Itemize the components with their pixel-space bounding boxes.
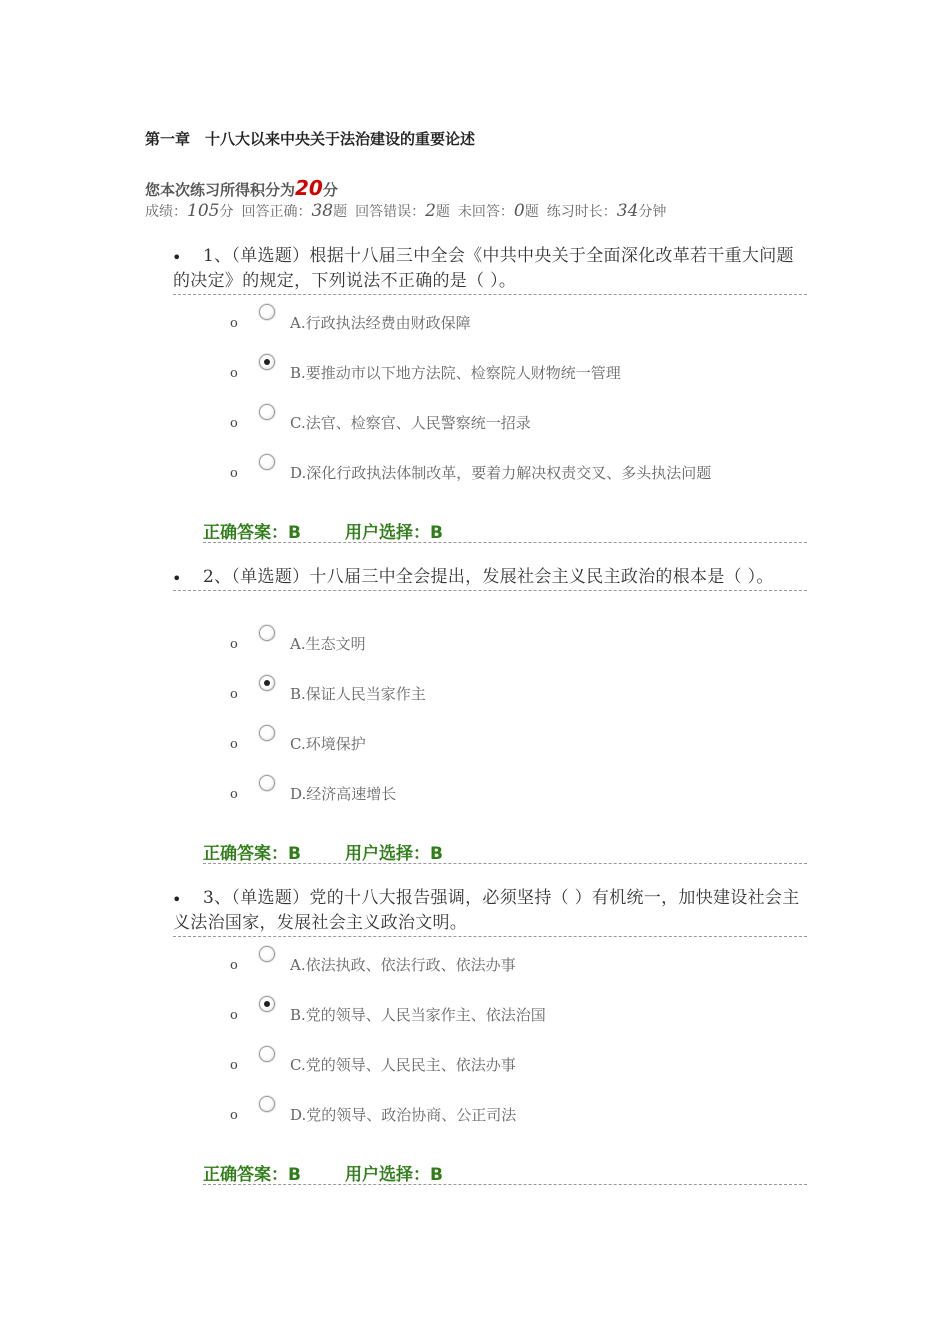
user-choice: 用户选择：B bbox=[345, 523, 443, 543]
wrong-value: 2 bbox=[425, 201, 436, 221]
option-marker: o bbox=[230, 416, 238, 431]
radio-icon[interactable] bbox=[259, 304, 275, 320]
radio-icon[interactable] bbox=[259, 454, 275, 470]
wrong-label: 回答错误： bbox=[355, 204, 426, 220]
option-marker: o bbox=[230, 316, 238, 331]
option-c[interactable] bbox=[0, 727, 950, 757]
option-label: A.依法执政、依法行政、依法办事 bbox=[290, 956, 516, 974]
option-label: A.生态文明 bbox=[290, 635, 366, 653]
option-marker: o bbox=[230, 687, 238, 702]
radio-icon[interactable] bbox=[259, 404, 275, 420]
grade-label: 成绩： bbox=[145, 204, 187, 220]
grade-unit: 分 bbox=[219, 204, 234, 220]
radio-icon[interactable] bbox=[259, 625, 275, 641]
option-b[interactable] bbox=[0, 998, 950, 1028]
duration-unit: 分钟 bbox=[638, 204, 667, 220]
correct-answer: 正确答案：B bbox=[203, 523, 301, 543]
correct-answer: 正确答案：B bbox=[203, 1165, 301, 1185]
radio-checked-icon[interactable] bbox=[259, 354, 275, 370]
question-text: 2、（单选题）十八届三中全会提出，发展社会主义民主政治的根本是（ ）。 bbox=[173, 565, 807, 591]
option-marker: o bbox=[230, 1108, 238, 1123]
option-label: A.行政执法经费由财政保障 bbox=[290, 314, 471, 332]
score-suffix: 分 bbox=[322, 181, 338, 199]
option-d[interactable] bbox=[0, 777, 950, 807]
unanswered-unit: 题 bbox=[524, 204, 539, 220]
correct-answer: 正确答案：B bbox=[203, 844, 301, 864]
radio-checked-icon[interactable] bbox=[259, 996, 275, 1012]
score-value: 20 bbox=[295, 176, 323, 200]
radio-checked-icon[interactable] bbox=[259, 675, 275, 691]
option-a[interactable] bbox=[0, 627, 950, 657]
option-b[interactable] bbox=[0, 677, 950, 707]
radio-icon[interactable] bbox=[259, 1046, 275, 1062]
option-marker: o bbox=[230, 366, 238, 381]
question-text: 3、（单选题）党的十八大报告强调，必须坚持（ ）有机统一，加快建设社会主义法治国家，发展社会主义政治文明。 bbox=[173, 886, 807, 937]
option-label: D.经济高速增长 bbox=[290, 785, 397, 803]
correct-label: 回答正确： bbox=[241, 204, 312, 220]
answer-row bbox=[203, 839, 807, 864]
duration-label: 练习时长： bbox=[546, 204, 617, 220]
correct-unit: 题 bbox=[333, 204, 348, 220]
radio-icon[interactable] bbox=[259, 725, 275, 741]
correct-value: 38 bbox=[311, 201, 334, 221]
radio-icon[interactable] bbox=[259, 775, 275, 791]
chapter-title: 第一章 十八大以来中央关于法治建设的重要论述 bbox=[145, 130, 476, 148]
option-label: C.环境保护 bbox=[290, 735, 366, 753]
option-d[interactable] bbox=[0, 1098, 950, 1128]
option-marker: o bbox=[230, 787, 238, 802]
user-choice: 用户选择：B bbox=[345, 844, 443, 864]
option-label: B.保证人民当家作主 bbox=[290, 685, 426, 703]
bullet-icon: • bbox=[172, 569, 182, 588]
option-marker: o bbox=[230, 1058, 238, 1073]
option-label: B.党的领导、人民当家作主、依法治国 bbox=[290, 1006, 546, 1024]
score-summary bbox=[145, 176, 338, 200]
stats-line bbox=[145, 201, 666, 221]
option-a[interactable] bbox=[0, 948, 950, 978]
answer-row bbox=[203, 1160, 807, 1185]
option-label: D.深化行政执法体制改革，要着力解决权责交叉、多头执法问题 bbox=[290, 464, 712, 482]
option-a[interactable] bbox=[0, 306, 950, 336]
answer-row bbox=[203, 518, 807, 543]
radio-icon[interactable] bbox=[259, 946, 275, 962]
option-d[interactable] bbox=[0, 456, 950, 486]
option-c[interactable] bbox=[0, 406, 950, 436]
unanswered-label: 未回答： bbox=[457, 204, 514, 220]
option-label: D.党的领导、政治协商、公正司法 bbox=[290, 1106, 517, 1124]
wrong-unit: 题 bbox=[435, 204, 450, 220]
option-b[interactable] bbox=[0, 356, 950, 386]
option-marker: o bbox=[230, 1008, 238, 1023]
option-label: C.法官、检察官、人民警察统一招录 bbox=[290, 414, 531, 432]
option-marker: o bbox=[230, 466, 238, 481]
bullet-icon: • bbox=[172, 890, 182, 909]
option-marker: o bbox=[230, 737, 238, 752]
duration-value: 34 bbox=[616, 201, 639, 221]
score-prefix: 您本次练习所得积分为 bbox=[145, 181, 296, 199]
question-text: 1、（单选题）根据十八届三中全会《中共中央关于全面深化改革若干重大问题的决定》的规定，下列说法不正确的是（ ）。 bbox=[173, 244, 807, 295]
option-c[interactable] bbox=[0, 1048, 950, 1078]
option-label: B.要推动市以下地方法院、检察院人财物统一管理 bbox=[290, 364, 621, 382]
grade-value: 105 bbox=[187, 201, 220, 221]
option-marker: o bbox=[230, 958, 238, 973]
option-marker: o bbox=[230, 637, 238, 652]
option-label: C.党的领导、人民民主、依法办事 bbox=[290, 1056, 516, 1074]
unanswered-value: 0 bbox=[513, 201, 525, 221]
bullet-icon: • bbox=[172, 248, 182, 267]
user-choice: 用户选择：B bbox=[345, 1165, 443, 1185]
radio-icon[interactable] bbox=[259, 1096, 275, 1112]
